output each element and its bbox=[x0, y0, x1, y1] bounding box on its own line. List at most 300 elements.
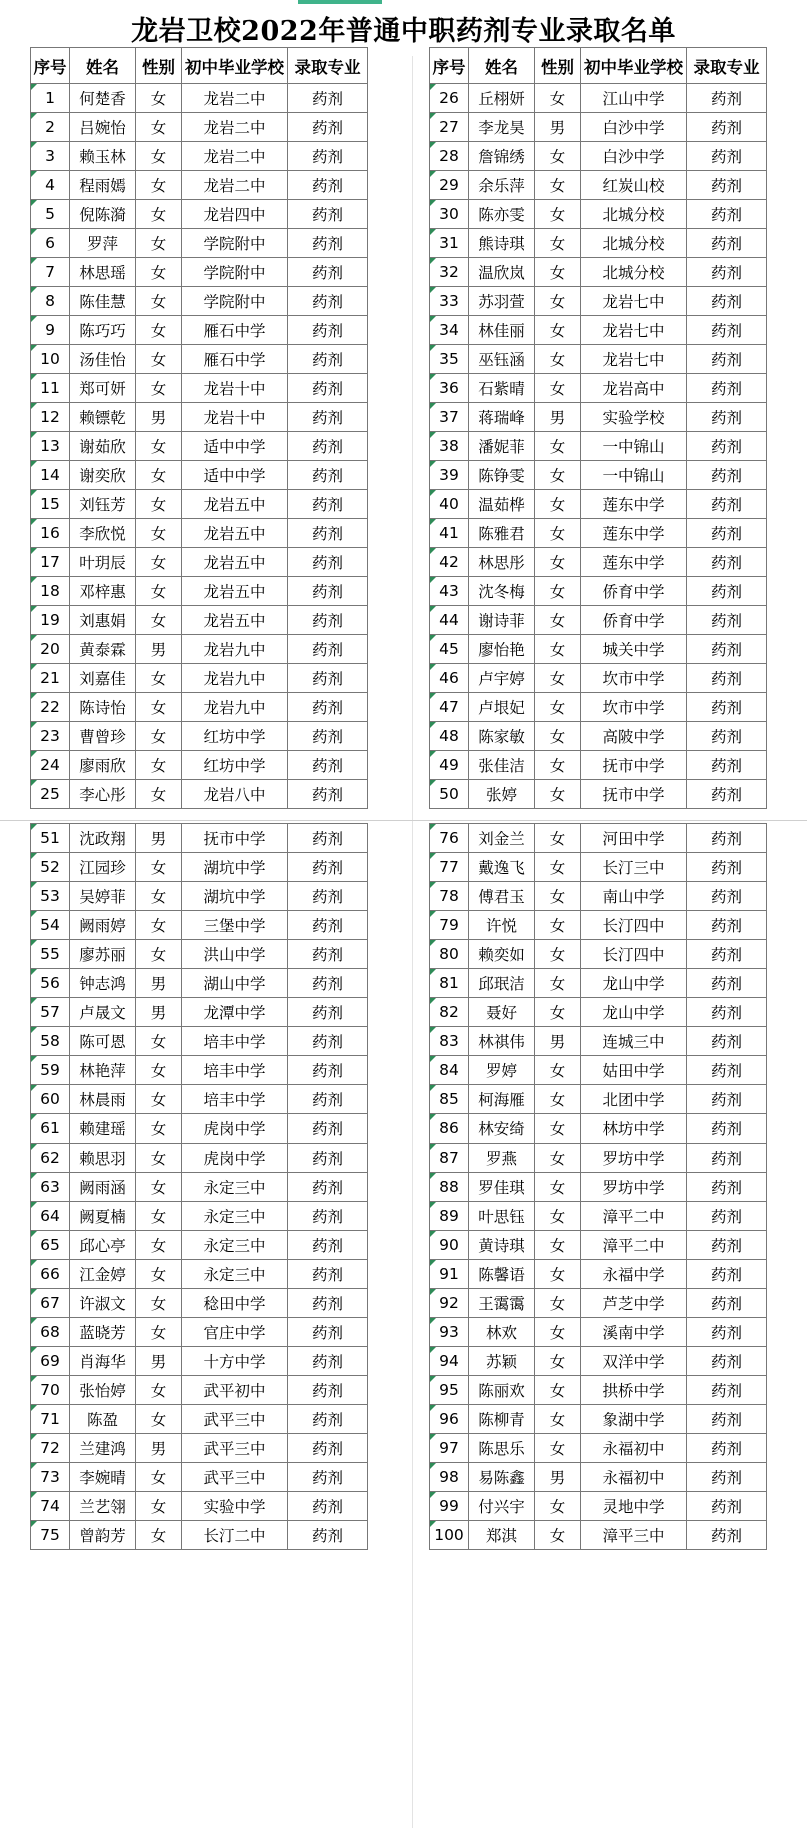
cell-name[interactable]: 陈家敏 bbox=[469, 722, 535, 751]
cell-name[interactable]: 石紫晴 bbox=[469, 374, 535, 403]
cell-major[interactable]: 药剂 bbox=[288, 577, 368, 606]
cell-no[interactable]: 93 bbox=[430, 1317, 469, 1346]
cell-school[interactable]: 坎市中学 bbox=[581, 693, 687, 722]
cell-school[interactable]: 抚市中学 bbox=[581, 751, 687, 780]
cell-name[interactable]: 林思彤 bbox=[469, 548, 535, 577]
cell-no[interactable]: 65 bbox=[31, 1230, 70, 1259]
cell-gender[interactable]: 女 bbox=[136, 1085, 182, 1114]
cell-gender[interactable]: 女 bbox=[535, 1288, 581, 1317]
cell-school[interactable]: 龙山中学 bbox=[581, 969, 687, 998]
cell-gender[interactable]: 女 bbox=[535, 287, 581, 316]
cell-name[interactable]: 陈雅君 bbox=[469, 519, 535, 548]
cell-school[interactable]: 永福初中 bbox=[581, 1433, 687, 1462]
cell-major[interactable]: 药剂 bbox=[288, 1521, 368, 1550]
cell-school[interactable]: 北城分校 bbox=[581, 258, 687, 287]
cell-no[interactable]: 18 bbox=[31, 577, 70, 606]
cell-major[interactable]: 药剂 bbox=[687, 780, 767, 809]
cell-major[interactable]: 药剂 bbox=[687, 1027, 767, 1056]
cell-school[interactable]: 龙岩五中 bbox=[182, 519, 288, 548]
cell-name[interactable]: 廖雨欣 bbox=[70, 751, 136, 780]
cell-gender[interactable]: 女 bbox=[136, 1114, 182, 1143]
cell-major[interactable]: 药剂 bbox=[687, 1201, 767, 1230]
cell-school[interactable]: 官庄中学 bbox=[182, 1317, 288, 1346]
cell-school[interactable]: 龙岩二中 bbox=[182, 113, 288, 142]
cell-no[interactable]: 91 bbox=[430, 1259, 469, 1288]
cell-major[interactable]: 药剂 bbox=[687, 722, 767, 751]
cell-major[interactable]: 药剂 bbox=[288, 969, 368, 998]
cell-school[interactable]: 武平初中 bbox=[182, 1375, 288, 1404]
cell-name[interactable]: 邓梓惠 bbox=[70, 577, 136, 606]
cell-no[interactable]: 78 bbox=[430, 882, 469, 911]
cell-name[interactable]: 罗婷 bbox=[469, 1056, 535, 1085]
cell-major[interactable]: 药剂 bbox=[687, 1085, 767, 1114]
cell-no[interactable]: 52 bbox=[31, 853, 70, 882]
cell-gender[interactable]: 女 bbox=[136, 1463, 182, 1492]
cell-gender[interactable]: 女 bbox=[136, 1259, 182, 1288]
cell-major[interactable]: 药剂 bbox=[687, 824, 767, 853]
cell-school[interactable]: 龙岩四中 bbox=[182, 200, 288, 229]
cell-major[interactable]: 药剂 bbox=[687, 998, 767, 1027]
cell-gender[interactable]: 女 bbox=[136, 577, 182, 606]
cell-gender[interactable]: 女 bbox=[535, 780, 581, 809]
cell-major[interactable]: 药剂 bbox=[687, 664, 767, 693]
cell-gender[interactable]: 女 bbox=[136, 316, 182, 345]
cell-school[interactable]: 永福初中 bbox=[581, 1463, 687, 1492]
cell-major[interactable]: 药剂 bbox=[687, 287, 767, 316]
cell-gender[interactable]: 女 bbox=[136, 751, 182, 780]
cell-gender[interactable]: 女 bbox=[136, 722, 182, 751]
cell-gender[interactable]: 女 bbox=[136, 664, 182, 693]
cell-no[interactable]: 30 bbox=[430, 200, 469, 229]
cell-no[interactable]: 99 bbox=[430, 1492, 469, 1521]
cell-major[interactable]: 药剂 bbox=[687, 1230, 767, 1259]
cell-no[interactable]: 23 bbox=[31, 722, 70, 751]
cell-name[interactable]: 陈丽欢 bbox=[469, 1375, 535, 1404]
cell-no[interactable]: 58 bbox=[31, 1027, 70, 1056]
cell-major[interactable]: 药剂 bbox=[288, 693, 368, 722]
cell-gender[interactable]: 女 bbox=[136, 1027, 182, 1056]
cell-no[interactable]: 51 bbox=[31, 824, 70, 853]
cell-major[interactable]: 药剂 bbox=[288, 142, 368, 171]
cell-no[interactable]: 50 bbox=[430, 780, 469, 809]
cell-school[interactable]: 双洋中学 bbox=[581, 1346, 687, 1375]
cell-name[interactable]: 黄诗琪 bbox=[469, 1230, 535, 1259]
cell-no[interactable]: 56 bbox=[31, 969, 70, 998]
cell-school[interactable]: 白沙中学 bbox=[581, 142, 687, 171]
cell-school[interactable]: 长汀四中 bbox=[581, 911, 687, 940]
cell-no[interactable]: 21 bbox=[31, 664, 70, 693]
cell-no[interactable]: 46 bbox=[430, 664, 469, 693]
cell-name[interactable]: 陈盈 bbox=[70, 1404, 136, 1433]
cell-no[interactable]: 74 bbox=[31, 1492, 70, 1521]
cell-name[interactable]: 罗燕 bbox=[469, 1143, 535, 1172]
cell-major[interactable]: 药剂 bbox=[288, 1143, 368, 1172]
cell-name[interactable]: 赖玉林 bbox=[70, 142, 136, 171]
cell-name[interactable]: 卢宇婷 bbox=[469, 664, 535, 693]
cell-major[interactable]: 药剂 bbox=[288, 824, 368, 853]
cell-no[interactable]: 69 bbox=[31, 1346, 70, 1375]
cell-no[interactable]: 36 bbox=[430, 374, 469, 403]
cell-school[interactable]: 北团中学 bbox=[581, 1085, 687, 1114]
cell-major[interactable]: 药剂 bbox=[288, 1463, 368, 1492]
cell-name[interactable]: 李龙昊 bbox=[469, 113, 535, 142]
cell-no[interactable]: 83 bbox=[430, 1027, 469, 1056]
cell-school[interactable]: 龙岩七中 bbox=[581, 316, 687, 345]
cell-name[interactable]: 聂好 bbox=[469, 998, 535, 1027]
cell-school[interactable]: 永福中学 bbox=[581, 1259, 687, 1288]
cell-no[interactable]: 54 bbox=[31, 911, 70, 940]
cell-major[interactable]: 药剂 bbox=[687, 1404, 767, 1433]
cell-school[interactable]: 南山中学 bbox=[581, 882, 687, 911]
cell-major[interactable]: 药剂 bbox=[288, 1027, 368, 1056]
cell-no[interactable]: 98 bbox=[430, 1463, 469, 1492]
cell-school[interactable]: 侨育中学 bbox=[581, 606, 687, 635]
cell-school[interactable]: 学院附中 bbox=[182, 258, 288, 287]
cell-school[interactable]: 虎岗中学 bbox=[182, 1143, 288, 1172]
cell-major[interactable]: 药剂 bbox=[687, 1317, 767, 1346]
cell-name[interactable]: 刘嘉佳 bbox=[70, 664, 136, 693]
cell-name[interactable]: 陈馨语 bbox=[469, 1259, 535, 1288]
cell-gender[interactable]: 女 bbox=[136, 1317, 182, 1346]
cell-name[interactable]: 程雨嫣 bbox=[70, 171, 136, 200]
cell-name[interactable]: 熊诗琪 bbox=[469, 229, 535, 258]
cell-major[interactable]: 药剂 bbox=[687, 432, 767, 461]
cell-name[interactable]: 兰艺翎 bbox=[70, 1492, 136, 1521]
cell-school[interactable]: 红坊中学 bbox=[182, 722, 288, 751]
cell-gender[interactable]: 女 bbox=[535, 432, 581, 461]
cell-major[interactable]: 药剂 bbox=[687, 1463, 767, 1492]
cell-major[interactable]: 药剂 bbox=[687, 577, 767, 606]
cell-school[interactable]: 龙岩五中 bbox=[182, 548, 288, 577]
cell-name[interactable]: 郑淇 bbox=[469, 1521, 535, 1550]
cell-gender[interactable]: 女 bbox=[535, 490, 581, 519]
cell-name[interactable]: 张婷 bbox=[469, 780, 535, 809]
cell-major[interactable]: 药剂 bbox=[687, 1056, 767, 1085]
cell-major[interactable]: 药剂 bbox=[288, 664, 368, 693]
cell-gender[interactable]: 女 bbox=[136, 1375, 182, 1404]
cell-major[interactable]: 药剂 bbox=[687, 548, 767, 577]
cell-name[interactable]: 邱心亭 bbox=[70, 1230, 136, 1259]
cell-school[interactable]: 实验学校 bbox=[581, 403, 687, 432]
cell-name[interactable]: 江金婷 bbox=[70, 1259, 136, 1288]
cell-name[interactable]: 丘栩妍 bbox=[469, 84, 535, 113]
cell-name[interactable]: 邱珉洁 bbox=[469, 969, 535, 998]
cell-major[interactable]: 药剂 bbox=[687, 374, 767, 403]
cell-no[interactable]: 12 bbox=[31, 403, 70, 432]
cell-no[interactable]: 89 bbox=[430, 1201, 469, 1230]
cell-gender[interactable]: 女 bbox=[136, 1056, 182, 1085]
cell-gender[interactable]: 女 bbox=[535, 548, 581, 577]
cell-major[interactable]: 药剂 bbox=[288, 461, 368, 490]
cell-name[interactable]: 柯海雁 bbox=[469, 1085, 535, 1114]
cell-major[interactable]: 药剂 bbox=[687, 1259, 767, 1288]
cell-name[interactable]: 陈诗怡 bbox=[70, 693, 136, 722]
cell-major[interactable]: 药剂 bbox=[288, 1404, 368, 1433]
cell-school[interactable]: 龙岩七中 bbox=[581, 287, 687, 316]
cell-major[interactable]: 药剂 bbox=[687, 1492, 767, 1521]
cell-name[interactable]: 林思瑶 bbox=[70, 258, 136, 287]
cell-gender[interactable]: 男 bbox=[535, 1027, 581, 1056]
cell-no[interactable]: 59 bbox=[31, 1056, 70, 1085]
cell-gender[interactable]: 男 bbox=[136, 969, 182, 998]
cell-gender[interactable]: 女 bbox=[535, 1114, 581, 1143]
cell-gender[interactable]: 女 bbox=[535, 142, 581, 171]
cell-name[interactable]: 林晨雨 bbox=[70, 1085, 136, 1114]
cell-name[interactable]: 张怡婷 bbox=[70, 1375, 136, 1404]
cell-major[interactable]: 药剂 bbox=[687, 171, 767, 200]
cell-school[interactable]: 莲东中学 bbox=[581, 519, 687, 548]
cell-school[interactable]: 虎岗中学 bbox=[182, 1114, 288, 1143]
cell-name[interactable]: 谢诗菲 bbox=[469, 606, 535, 635]
cell-major[interactable]: 药剂 bbox=[687, 490, 767, 519]
cell-gender[interactable]: 女 bbox=[136, 258, 182, 287]
cell-school[interactable]: 灵地中学 bbox=[581, 1492, 687, 1521]
cell-major[interactable]: 药剂 bbox=[687, 1172, 767, 1201]
cell-school[interactable]: 龙岩七中 bbox=[581, 345, 687, 374]
cell-gender[interactable]: 男 bbox=[535, 1463, 581, 1492]
cell-gender[interactable]: 女 bbox=[136, 84, 182, 113]
cell-no[interactable]: 82 bbox=[430, 998, 469, 1027]
cell-major[interactable]: 药剂 bbox=[288, 490, 368, 519]
cell-major[interactable]: 药剂 bbox=[288, 853, 368, 882]
cell-school[interactable]: 学院附中 bbox=[182, 287, 288, 316]
cell-school[interactable]: 培丰中学 bbox=[182, 1056, 288, 1085]
cell-no[interactable]: 40 bbox=[430, 490, 469, 519]
cell-no[interactable]: 17 bbox=[31, 548, 70, 577]
cell-gender[interactable]: 女 bbox=[535, 824, 581, 853]
cell-gender[interactable]: 女 bbox=[535, 969, 581, 998]
cell-major[interactable]: 药剂 bbox=[687, 1143, 767, 1172]
cell-no[interactable]: 25 bbox=[31, 780, 70, 809]
cell-school[interactable]: 抚市中学 bbox=[581, 780, 687, 809]
cell-no[interactable]: 16 bbox=[31, 519, 70, 548]
cell-gender[interactable]: 女 bbox=[136, 142, 182, 171]
cell-no[interactable]: 79 bbox=[430, 911, 469, 940]
cell-school[interactable]: 长汀二中 bbox=[182, 1521, 288, 1550]
cell-major[interactable]: 药剂 bbox=[288, 1375, 368, 1404]
cell-no[interactable]: 42 bbox=[430, 548, 469, 577]
cell-gender[interactable]: 女 bbox=[136, 229, 182, 258]
cell-major[interactable]: 药剂 bbox=[288, 940, 368, 969]
cell-no[interactable]: 60 bbox=[31, 1085, 70, 1114]
cell-gender[interactable]: 男 bbox=[136, 635, 182, 664]
cell-gender[interactable]: 女 bbox=[535, 1521, 581, 1550]
cell-gender[interactable]: 男 bbox=[136, 1433, 182, 1462]
cell-school[interactable]: 罗坊中学 bbox=[581, 1143, 687, 1172]
cell-name[interactable]: 兰建鸿 bbox=[70, 1433, 136, 1462]
cell-gender[interactable]: 女 bbox=[136, 1492, 182, 1521]
cell-gender[interactable]: 女 bbox=[136, 940, 182, 969]
cell-gender[interactable]: 女 bbox=[535, 229, 581, 258]
cell-name[interactable]: 沈政翔 bbox=[70, 824, 136, 853]
cell-school[interactable]: 龙岩五中 bbox=[182, 490, 288, 519]
cell-major[interactable]: 药剂 bbox=[687, 142, 767, 171]
cell-school[interactable]: 稔田中学 bbox=[182, 1288, 288, 1317]
cell-school[interactable]: 武平三中 bbox=[182, 1433, 288, 1462]
cell-school[interactable]: 抚市中学 bbox=[182, 824, 288, 853]
cell-gender[interactable]: 女 bbox=[136, 882, 182, 911]
cell-major[interactable]: 药剂 bbox=[687, 911, 767, 940]
cell-gender[interactable]: 女 bbox=[535, 316, 581, 345]
cell-no[interactable]: 20 bbox=[31, 635, 70, 664]
cell-major[interactable]: 药剂 bbox=[687, 258, 767, 287]
cell-no[interactable]: 92 bbox=[430, 1288, 469, 1317]
cell-no[interactable]: 7 bbox=[31, 258, 70, 287]
cell-school[interactable]: 适中中学 bbox=[182, 432, 288, 461]
cell-no[interactable]: 2 bbox=[31, 113, 70, 142]
cell-school[interactable]: 十方中学 bbox=[182, 1346, 288, 1375]
cell-name[interactable]: 陈铮雯 bbox=[469, 461, 535, 490]
cell-name[interactable]: 叶思钰 bbox=[469, 1201, 535, 1230]
cell-major[interactable]: 药剂 bbox=[288, 1085, 368, 1114]
cell-major[interactable]: 药剂 bbox=[288, 751, 368, 780]
cell-name[interactable]: 卢晟文 bbox=[70, 998, 136, 1027]
cell-name[interactable]: 陈佳慧 bbox=[70, 287, 136, 316]
cell-name[interactable]: 林艳萍 bbox=[70, 1056, 136, 1085]
cell-gender[interactable]: 男 bbox=[136, 1346, 182, 1375]
cell-school[interactable]: 高陂中学 bbox=[581, 722, 687, 751]
cell-school[interactable]: 湖坑中学 bbox=[182, 882, 288, 911]
cell-no[interactable]: 13 bbox=[31, 432, 70, 461]
cell-name[interactable]: 汤佳怡 bbox=[70, 345, 136, 374]
cell-gender[interactable]: 女 bbox=[136, 1143, 182, 1172]
cell-no[interactable]: 33 bbox=[430, 287, 469, 316]
cell-name[interactable]: 郑可妍 bbox=[70, 374, 136, 403]
cell-name[interactable]: 罗萍 bbox=[70, 229, 136, 258]
cell-no[interactable]: 85 bbox=[430, 1085, 469, 1114]
cell-no[interactable]: 35 bbox=[430, 345, 469, 374]
cell-name[interactable]: 何楚香 bbox=[70, 84, 136, 113]
cell-major[interactable]: 药剂 bbox=[288, 1317, 368, 1346]
cell-no[interactable]: 38 bbox=[430, 432, 469, 461]
cell-name[interactable]: 陈巧巧 bbox=[70, 316, 136, 345]
cell-major[interactable]: 药剂 bbox=[288, 1259, 368, 1288]
cell-major[interactable]: 药剂 bbox=[687, 853, 767, 882]
cell-major[interactable]: 药剂 bbox=[288, 316, 368, 345]
cell-gender[interactable]: 男 bbox=[535, 113, 581, 142]
cell-name[interactable]: 赖镖乾 bbox=[70, 403, 136, 432]
cell-no[interactable]: 94 bbox=[430, 1346, 469, 1375]
cell-no[interactable]: 10 bbox=[31, 345, 70, 374]
cell-gender[interactable]: 女 bbox=[535, 693, 581, 722]
cell-gender[interactable]: 女 bbox=[535, 882, 581, 911]
cell-name[interactable]: 林欢 bbox=[469, 1317, 535, 1346]
cell-no[interactable]: 81 bbox=[430, 969, 469, 998]
cell-no[interactable]: 22 bbox=[31, 693, 70, 722]
cell-major[interactable]: 药剂 bbox=[687, 229, 767, 258]
cell-school[interactable]: 永定三中 bbox=[182, 1201, 288, 1230]
cell-name[interactable]: 谢茹欣 bbox=[70, 432, 136, 461]
cell-gender[interactable]: 女 bbox=[136, 1172, 182, 1201]
cell-gender[interactable]: 女 bbox=[136, 374, 182, 403]
cell-school[interactable]: 三堡中学 bbox=[182, 911, 288, 940]
cell-school[interactable]: 溪南中学 bbox=[581, 1317, 687, 1346]
cell-school[interactable]: 北城分校 bbox=[581, 200, 687, 229]
cell-gender[interactable]: 女 bbox=[535, 606, 581, 635]
cell-school[interactable]: 龙岩十中 bbox=[182, 374, 288, 403]
cell-major[interactable]: 药剂 bbox=[687, 345, 767, 374]
cell-name[interactable]: 林祺伟 bbox=[469, 1027, 535, 1056]
cell-major[interactable]: 药剂 bbox=[288, 1172, 368, 1201]
cell-name[interactable]: 刘金兰 bbox=[469, 824, 535, 853]
cell-name[interactable]: 江园珍 bbox=[70, 853, 136, 882]
cell-name[interactable]: 许淑文 bbox=[70, 1288, 136, 1317]
cell-gender[interactable]: 女 bbox=[136, 345, 182, 374]
cell-gender[interactable]: 女 bbox=[136, 853, 182, 882]
cell-no[interactable]: 11 bbox=[31, 374, 70, 403]
cell-no[interactable]: 100 bbox=[430, 1521, 469, 1550]
cell-major[interactable]: 药剂 bbox=[288, 1433, 368, 1462]
cell-school[interactable]: 连城三中 bbox=[581, 1027, 687, 1056]
cell-name[interactable]: 黄泰霖 bbox=[70, 635, 136, 664]
cell-major[interactable]: 药剂 bbox=[687, 1346, 767, 1375]
cell-gender[interactable]: 女 bbox=[136, 113, 182, 142]
cell-no[interactable]: 88 bbox=[430, 1172, 469, 1201]
cell-no[interactable]: 15 bbox=[31, 490, 70, 519]
cell-name[interactable]: 赖建瑶 bbox=[70, 1114, 136, 1143]
cell-no[interactable]: 26 bbox=[430, 84, 469, 113]
cell-no[interactable]: 97 bbox=[430, 1433, 469, 1462]
cell-name[interactable]: 许悦 bbox=[469, 911, 535, 940]
cell-gender[interactable]: 女 bbox=[535, 519, 581, 548]
cell-no[interactable]: 72 bbox=[31, 1433, 70, 1462]
cell-name[interactable]: 苏羽萱 bbox=[469, 287, 535, 316]
cell-gender[interactable]: 女 bbox=[535, 853, 581, 882]
cell-major[interactable]: 药剂 bbox=[288, 403, 368, 432]
cell-name[interactable]: 付兴宇 bbox=[469, 1492, 535, 1521]
cell-major[interactable]: 药剂 bbox=[288, 171, 368, 200]
cell-major[interactable]: 药剂 bbox=[687, 1375, 767, 1404]
cell-gender[interactable]: 女 bbox=[136, 780, 182, 809]
cell-major[interactable]: 药剂 bbox=[288, 1288, 368, 1317]
cell-major[interactable]: 药剂 bbox=[288, 998, 368, 1027]
cell-no[interactable]: 63 bbox=[31, 1172, 70, 1201]
cell-school[interactable]: 象湖中学 bbox=[581, 1404, 687, 1433]
cell-major[interactable]: 药剂 bbox=[288, 548, 368, 577]
cell-gender[interactable]: 女 bbox=[136, 432, 182, 461]
cell-school[interactable]: 龙岩五中 bbox=[182, 577, 288, 606]
cell-name[interactable]: 詹锦绣 bbox=[469, 142, 535, 171]
cell-name[interactable]: 吴婷菲 bbox=[70, 882, 136, 911]
cell-gender[interactable]: 女 bbox=[136, 606, 182, 635]
cell-gender[interactable]: 女 bbox=[535, 258, 581, 287]
cell-gender[interactable]: 女 bbox=[136, 1230, 182, 1259]
cell-major[interactable]: 药剂 bbox=[288, 258, 368, 287]
cell-major[interactable]: 药剂 bbox=[288, 287, 368, 316]
cell-major[interactable]: 药剂 bbox=[288, 374, 368, 403]
cell-name[interactable]: 吕婉怡 bbox=[70, 113, 136, 142]
cell-major[interactable]: 药剂 bbox=[288, 84, 368, 113]
cell-school[interactable]: 龙岩九中 bbox=[182, 664, 288, 693]
cell-school[interactable]: 龙岩二中 bbox=[182, 84, 288, 113]
cell-gender[interactable]: 女 bbox=[136, 490, 182, 519]
cell-no[interactable]: 39 bbox=[430, 461, 469, 490]
cell-major[interactable]: 药剂 bbox=[288, 606, 368, 635]
cell-school[interactable]: 培丰中学 bbox=[182, 1085, 288, 1114]
cell-school[interactable]: 洪山中学 bbox=[182, 940, 288, 969]
cell-no[interactable]: 66 bbox=[31, 1259, 70, 1288]
cell-no[interactable]: 53 bbox=[31, 882, 70, 911]
cell-gender[interactable]: 男 bbox=[136, 998, 182, 1027]
cell-name[interactable]: 赖奕如 bbox=[469, 940, 535, 969]
cell-gender[interactable]: 女 bbox=[535, 345, 581, 374]
cell-gender[interactable]: 女 bbox=[535, 1085, 581, 1114]
cell-name[interactable]: 刘惠娟 bbox=[70, 606, 136, 635]
cell-major[interactable]: 药剂 bbox=[288, 1114, 368, 1143]
cell-name[interactable]: 陈可恩 bbox=[70, 1027, 136, 1056]
cell-school[interactable]: 龙岩二中 bbox=[182, 142, 288, 171]
cell-no[interactable]: 57 bbox=[31, 998, 70, 1027]
